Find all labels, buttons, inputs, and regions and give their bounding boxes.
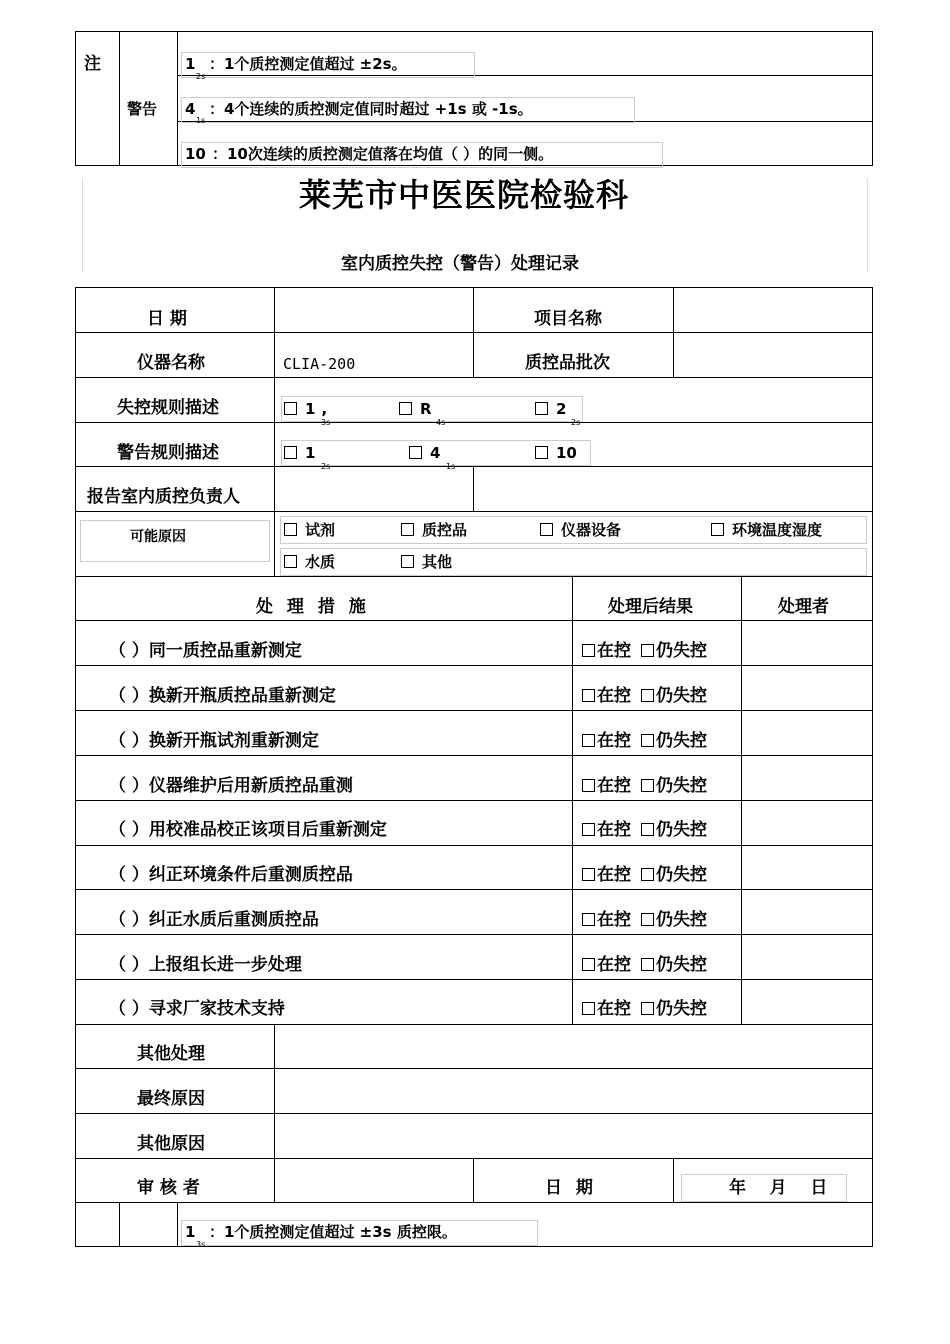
rule-1-2s-prefix: 1 [185, 55, 196, 73]
out-of-control-label: 失控规则描述 [117, 398, 219, 418]
footer-rule-prefix: 1 [185, 1223, 196, 1241]
warn-rule-1-2s[interactable]: 1 [284, 443, 315, 463]
rule-10x-prefix: 10 [185, 145, 206, 163]
checkbox-icon[interactable] [582, 644, 595, 657]
reviewer-label: 审 核 者 [137, 1178, 200, 1198]
checkbox-icon[interactable] [540, 523, 553, 536]
other-cause-field[interactable] [276, 1115, 870, 1157]
warn-rule-4-1s-subscript: 1s [446, 462, 456, 471]
checkbox-icon[interactable] [641, 734, 654, 747]
checkbox-icon[interactable] [409, 446, 422, 459]
measure-item[interactable]: （ ）用校准品校正该项目后重新测定 [109, 820, 387, 840]
item-name-label: 项目名称 [534, 309, 602, 329]
measure-item[interactable]: （ ）换新开瓶试剂重新测定 [109, 731, 319, 751]
measure-item[interactable]: （ ）同一质控品重新测定 [109, 641, 302, 661]
result-header: 处理后结果 [608, 597, 693, 617]
warn-rule-1-2s-subscript: 2s [321, 462, 331, 471]
reporter-label: 报告室内质控负责人 [87, 487, 240, 507]
checkbox-icon[interactable] [582, 913, 595, 926]
causes-label: 可能原因 [130, 529, 186, 545]
qc-lot-label: 质控品批次 [525, 353, 610, 373]
checkbox-icon[interactable] [582, 958, 595, 971]
date-label: 日 期 [147, 309, 187, 329]
date-field[interactable] [276, 289, 472, 331]
review-date-label: 日 期 [545, 1178, 593, 1198]
checkbox-icon[interactable] [582, 1002, 595, 1015]
final-cause-field[interactable] [276, 1070, 870, 1112]
cause-water[interactable]: 水质 [284, 552, 335, 572]
cause-qc-material[interactable]: 质控品 [401, 520, 467, 540]
measure-item[interactable]: （ ）换新开瓶质控品重新测定 [109, 686, 336, 706]
checkbox-icon[interactable] [641, 958, 654, 971]
result-options[interactable]: 在控 仍失控 [582, 686, 707, 706]
ooc-rule-r4s-subscript: 4s [436, 418, 446, 427]
reviewer-field[interactable] [276, 1160, 472, 1201]
checkbox-icon[interactable] [401, 555, 414, 568]
ooc-rule-1-3s-subscript: 3s [321, 418, 331, 427]
checkbox-icon[interactable] [711, 523, 724, 536]
checkbox-icon[interactable] [641, 913, 654, 926]
warn-rule-4-1s[interactable]: 4 [409, 443, 440, 463]
checkbox-icon[interactable] [641, 868, 654, 881]
rule-1-2s-subscript: 2s [196, 72, 206, 81]
checkbox-icon[interactable] [582, 734, 595, 747]
checkbox-icon[interactable] [641, 689, 654, 702]
footer-rule-subscript: 3s [196, 1240, 206, 1249]
measures-header: 处 理 措 施 [256, 597, 366, 617]
hospital-title: 莱芜市中医医院检验科 [299, 176, 630, 214]
rule-10x-text: ：10次连续的质控测定值落在均值（ ）的同一侧。 [212, 145, 554, 163]
checkbox-icon[interactable] [284, 402, 297, 415]
notes-label: 注 [84, 54, 101, 74]
result-options[interactable]: 在控 仍失控 [582, 776, 707, 796]
handler-header: 处理者 [778, 597, 829, 617]
other-cause-label: 其他原因 [137, 1134, 205, 1154]
cause-instrument[interactable]: 仪器设备 [540, 520, 621, 540]
ooc-rule-1-3s[interactable]: 1 , [284, 399, 327, 419]
checkbox-icon[interactable] [582, 779, 595, 792]
instrument-label: 仪器名称 [137, 353, 205, 373]
ooc-rule-2-2s-subscript: 2s [571, 418, 581, 427]
instrument-value[interactable]: CLIA-200 [283, 355, 356, 373]
ooc-rule-r4s[interactable]: R [399, 399, 432, 419]
rule-4-1s-prefix: 4 [185, 100, 196, 118]
rule-1-2s-text: ：1个质控测定值超过 ±2s。 [209, 55, 407, 73]
checkbox-icon[interactable] [284, 555, 297, 568]
checkbox-icon[interactable] [399, 402, 412, 415]
other-handling-field[interactable] [276, 1026, 870, 1067]
warn-rule-10x[interactable]: 10 [535, 443, 577, 463]
checkbox-icon[interactable] [582, 823, 595, 836]
cause-other[interactable]: 其他 [401, 552, 452, 572]
checkbox-icon[interactable] [582, 868, 595, 881]
cause-reagent[interactable]: 试剂 [284, 520, 335, 540]
result-options[interactable]: 在控 仍失控 [582, 910, 707, 930]
measure-item[interactable]: （ ）纠正水质后重测质控品 [109, 910, 319, 930]
result-options[interactable]: 在控 仍失控 [582, 999, 707, 1019]
warning-label: 警告 [127, 100, 158, 118]
qc-lot-field[interactable] [675, 334, 871, 376]
final-cause-label: 最终原因 [137, 1089, 205, 1109]
checkbox-icon[interactable] [582, 689, 595, 702]
checkbox-icon[interactable] [284, 446, 297, 459]
reporter-field[interactable] [276, 468, 472, 510]
rule-4-1s-text: ：4个连续的质控测定值同时超过 +1s 或 -1s。 [209, 100, 533, 118]
checkbox-icon[interactable] [641, 644, 654, 657]
checkbox-icon[interactable] [535, 446, 548, 459]
other-handling-label: 其他处理 [137, 1044, 205, 1064]
footer-rule-text: ：1个质控测定值超过 ±3s 质控限。 [209, 1223, 457, 1241]
item-name-field[interactable] [675, 289, 871, 331]
ooc-rule-2-2s[interactable]: 2 [535, 399, 566, 419]
checkbox-icon[interactable] [535, 402, 548, 415]
checkbox-icon[interactable] [641, 823, 654, 836]
result-options[interactable]: 在控 仍失控 [582, 955, 707, 975]
cause-environment[interactable]: 环境温度湿度 [711, 520, 822, 540]
review-date-field[interactable]: 年 月 日 [729, 1178, 828, 1198]
checkbox-icon[interactable] [401, 523, 414, 536]
form-title: 室内质控失控（警告）处理记录 [341, 254, 579, 274]
checkbox-icon[interactable] [641, 1002, 654, 1015]
checkbox-icon[interactable] [641, 779, 654, 792]
result-options[interactable]: 在控 仍失控 [582, 641, 707, 661]
result-options[interactable]: 在控 仍失控 [582, 820, 707, 840]
rule-4-1s-subscript: 1s [196, 116, 206, 125]
measure-item[interactable]: （ ）仪器维护后用新质控品重测 [109, 776, 353, 796]
checkbox-icon[interactable] [284, 523, 297, 536]
measure-item[interactable]: （ ）纠正环境条件后重测质控品 [109, 865, 353, 885]
warning-rule-label: 警告规则描述 [117, 443, 219, 463]
measure-item[interactable]: （ ）寻求厂家技术支持 [109, 999, 285, 1019]
result-options[interactable]: 在控 仍失控 [582, 865, 707, 885]
result-options[interactable]: 在控 仍失控 [582, 731, 707, 751]
measure-item[interactable]: （ ）上报组长进一步处理 [109, 955, 302, 975]
